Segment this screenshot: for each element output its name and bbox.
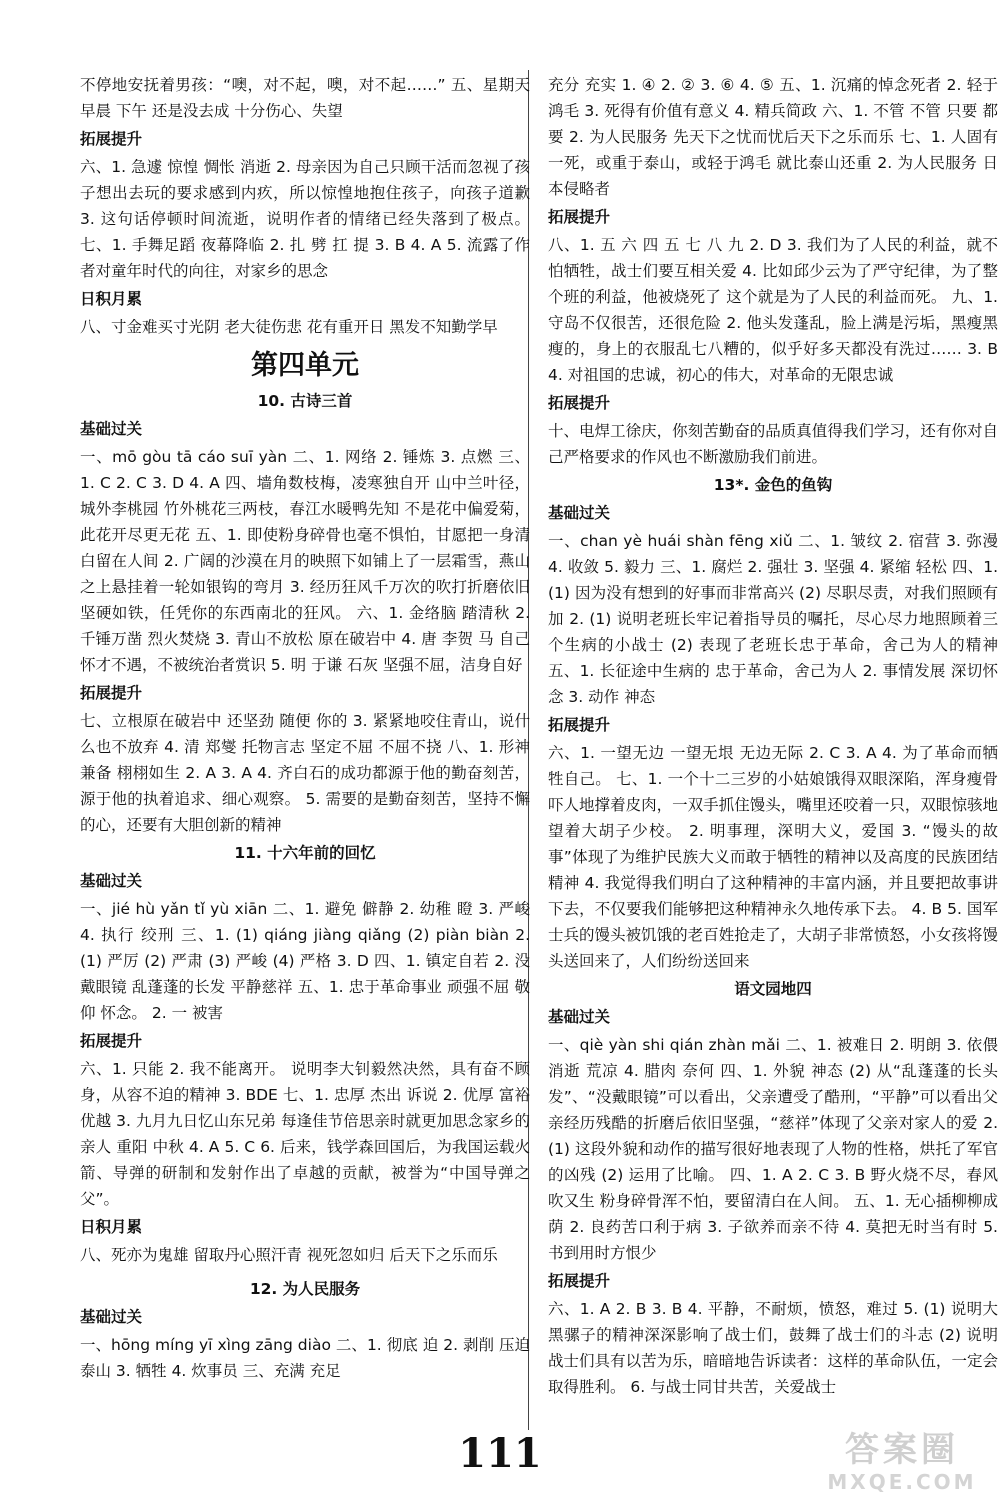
section-heading: 拓展提升 xyxy=(80,684,143,702)
section-heading: 拓展提升 xyxy=(548,394,611,412)
section-heading: 基础过关 xyxy=(80,420,143,438)
watermark-text: 答案圈 xyxy=(845,1430,959,1470)
paragraph: 十、电焊工徐庆，你刻苦勤奋的品质真值得我们学习，还有你对自己严格要求的作风也不断激励我们前进。 xyxy=(548,422,998,466)
right-column xyxy=(548,72,998,1400)
paragraph: 一、jié hù yǎn tǐ yù xiān 二、1. 避免 僻静 2. 幼稚 瞪 3. 严峻 4. 执行 绞刑 三、1. (1) qiáng jiàng qiǎng (2) piàn biàn 2. (1) 严厉 (2) 严肃 (3) 严峻 (4) 严格 3. D 四、1. 镇定自若 2. 没戴眼镜 乱蓬蓬的长发 平静慈祥 五、1. 忠于革命事业 顽强不屈 敬仰 怀念。 2. 一 被害 xyxy=(80,900,530,1022)
paragraph: 八、寸金难买寸光阴 老大徒伤悲 花有重开日 黑发不知勤学早 xyxy=(80,318,498,336)
section-heading: 日积月累 xyxy=(80,290,143,308)
paragraph: 充分 充实 1. ④ 2. ② 3. ⑥ 4. ⑤ 五、1. 沉痛的悼念死者 2. 轻于鸿毛 3. 死得有价值有意义 4. 精兵简政 六、1. 不管 不管 只要 都要 2. 为人民服务 先天下之忧而忧后天下之乐而乐 七、1. 人固有一死，或重于泰山，或轻于鸿毛 就比泰山还重 2. 为人民服务 日本侵略者 xyxy=(548,76,998,198)
paragraph: 六、1. A 2. B 3. B 4. 平静，不耐烦，愤怒，难过 5. (1) 说明大黑骡子的精神深深影响了战士们，鼓舞了战士们的斗志 (2) 说明战士们具有以苦为乐，暗暗地告诉读者：这样的革命队伍，一定会取得胜利。 6. 与战士同甘共苦，关爱战士 xyxy=(548,1300,998,1396)
unit-title: 第四单元 xyxy=(251,350,359,381)
paragraph: 六、1. 一望无边 一望无垠 无边无际 2. C 3. A 4. 为了革命而牺牲自己。 七、1. 一个十二三岁的小姑娘饿得双眼深陷，浑身瘦骨吓人地撑着皮肉，一双手抓住馒头，嘴里还咬着一只，双眼惊骇地望着大胡子少校。 2. 明事理，深明大义，爱国 3. “馒头的故事”体现了为维护民族大义而敢于牺牲的精神以及高度的民族团结精神 4. 我觉得我们明白了这种精神的丰富内涵，并且要把故事讲下去，不仅要我们能够把这种精神永久地传承下去。 4. B 5. 国军士兵的馒头被饥饿的老百姓抢走了，大胡子非常愤怒，小女孩将馒头送回来了，人们纷纷送回来 xyxy=(548,744,998,970)
paragraph: 一、mō gòu tā cáo suī yàn 二、1. 网络 2. 锤炼 3. 点燃 三、1. C 2. C 3. D 4. A 四、墙角数枝梅，凌寒独自开 山中兰叶径，城外李桃园 竹外桃花三两枝，春江水暖鸭先知 不是花中偏爱菊，此花开尽更无花 五、1. 即使粉身碎骨也毫不惧怕，甘愿把一身清白留在人间 2. 广阔的沙漠在月的映照下如铺上了一层霜雪，燕山之上悬挂着一轮如银钩的弯月 3. 经历狂风千万次的吹打折磨依旧坚硬如铁，任凭你的东西南北的狂风。 六、1. 金络脑 踏清秋 2. 千锤万凿 烈火焚烧 3. 青山不放松 原在破岩中 4. 唐 李贺 马 自己怀才不遇，不被统治者赏识 5. 明 于谦 石灰 坚强不屈，洁身自好 xyxy=(80,448,530,674)
watermark-url: MXQE.COM xyxy=(827,1470,977,1494)
paragraph: 六、1. 急遽 惊惶 惆怅 消逝 2. 母亲因为自己只顾干活而忽视了孩子想出去玩的要求感到内疚，所以惊惶地抱住孩子，向孩子道歉 3. 这句话停顿时间流逝，说明作者的情绪已经失落到了极点。 七、1. 手舞足蹈 夜幕降临 2. 扎 劈 扛 提 3. B 4. A 5. 流露了作者对童年时代的向往，对家乡的思念 xyxy=(80,158,530,280)
paragraph: 一、qiè yàn shi qián zhàn mǎi 二、1. 被难日 2. 明朗 3. 依偎 消逝 荒凉 4. 腊肉 奈何 四、1. 外貌 神态 (2) 从“乱蓬蓬的长头发”、“没戴眼镜”可以看出，父亲遭受了酷刑，“平静”可以看出父亲经历残酷的折磨后依旧坚强，“慈祥”体现了父亲对家人的爱 2. (1) 这段外貌和动作的描写很好地表现了人物的性格，烘托了军官的凶残 (2) 运用了比喻。 四、1. A 2. C 3. B 野火烧不尽，春风吹又生 粉身碎骨浑不怕，要留清白在人间。 五、1. 无心插柳柳成荫 2. 良药苦口利于病 3. 子欲养而亲不待 4. 莫把无时当有时 5. 书到用时方恨少 xyxy=(548,1036,998,1262)
paragraph: 不停地安抚着男孩：“噢，对不起，噢，对不起……” 五、星期天 早晨 下午 还是没去成 十分伤心、失望 xyxy=(80,76,530,120)
section-heading: 基础过关 xyxy=(548,504,611,522)
section-heading: 基础过关 xyxy=(548,1008,611,1026)
lesson-title: 13*. 金色的鱼钩 xyxy=(713,476,833,494)
paragraph: 八、死亦为鬼雄 留取丹心照汗青 视死忽如归 后天下之乐而乐 xyxy=(80,1246,498,1264)
page-number: 111 xyxy=(458,1430,542,1477)
section-heading: 基础过关 xyxy=(80,872,143,890)
paragraph: 六、1. 只能 2. 我不能离开。 说明李大钊毅然决然，具有奋不顾身，从容不迫的精神 3. BDE 七、1. 忠厚 杰出 诉说 2. 优厚 富裕 优越 3. 九月九日忆山东兄弟 每逢佳节倍思亲时就更加思念家乡的亲人 重阳 中秋 4. A 5. C 6. 后来，钱学森回国后，为我国运载火箭、导弹的研制和发射作出了卓越的贡献，被誉为“中国导弹之父”。 xyxy=(80,1060,530,1208)
section-heading: 拓展提升 xyxy=(548,208,611,226)
lesson-title: 10. 古诗三首 xyxy=(257,392,353,410)
lesson-title: 12. 为人民服务 xyxy=(249,1280,361,1298)
section-heading: 拓展提升 xyxy=(548,1272,611,1290)
paragraph: 一、hōng míng yī xìng zāng diào 二、1. 彻底 迫 2. 剥削 压迫 泰山 3. 牺牲 4. 炊事员 三、充满 充足 xyxy=(80,1336,530,1380)
lesson-title: 11. 十六年前的回忆 xyxy=(234,844,376,862)
section-heading: 基础过关 xyxy=(80,1308,143,1326)
paragraph: 一、chan yè huái shàn fēng xiǔ 二、1. 皱纹 2. 宿营 3. 弥漫 4. 收敛 5. 毅力 三、1. 腐烂 2. 强壮 3. 坚强 4. 紧缩 轻松 四、1. (1) 因为没有想到的好事而非常高兴 (2) 尽职尽责，对我们照顾有加 2. (1) 说明老班长牢记着指导员的嘱托，尽心尽力地照顾着三个生病的小战士 (2) 表现了老班长忠于革命，舍己为人的精神 五、1. 长征途中生病的 忠于革命，舍己为人 2. 事情发展 深切怀念 3. 动作 神态 xyxy=(548,532,998,706)
left-column xyxy=(80,72,530,1384)
section-heading: 日积月累 xyxy=(80,1218,143,1236)
section-heading: 拓展提升 xyxy=(548,716,611,734)
section-heading: 拓展提升 xyxy=(80,1032,143,1050)
section-heading: 拓展提升 xyxy=(80,130,143,148)
paragraph: 八、1. 五 六 四 五 七 八 九 2. D 3. 我们为了人民的利益，就不怕牺牲，战士们要互相关爱 4. 比如邱少云为了严守纪律，为了整个班的利益，他被烧死了 这个就是为了人民的利益而死。 九、1. 守岛不仅很苦，还很危险 2. 他头发蓬乱，脸上满是污垢，黑瘦黑瘦的，身上的衣服乱七八糟的，似乎好多天都没有洗过…… 3. B 4. 对祖国的忠诚，初心的伟大，对革命的无限忠诚 xyxy=(548,236,998,384)
paragraph: 七、立根原在破岩中 还坚劲 随便 你的 3. 紧紧地咬住青山，说什么也不放弃 4. 清 郑燮 托物言志 坚定不屈 不屈不挠 八、1. 形神兼备 栩栩如生 2. A 3. A 4. 齐白石的成功都源于他的勤奋刻苦，源于他的执着追求、细心观察。 5. 需要的是勤奋刻苦，坚持不懈的心，还要有大胆创新的精神 xyxy=(80,712,530,834)
watermark-logo xyxy=(812,1430,992,1500)
lesson-title: 语文园地四 xyxy=(734,980,812,998)
